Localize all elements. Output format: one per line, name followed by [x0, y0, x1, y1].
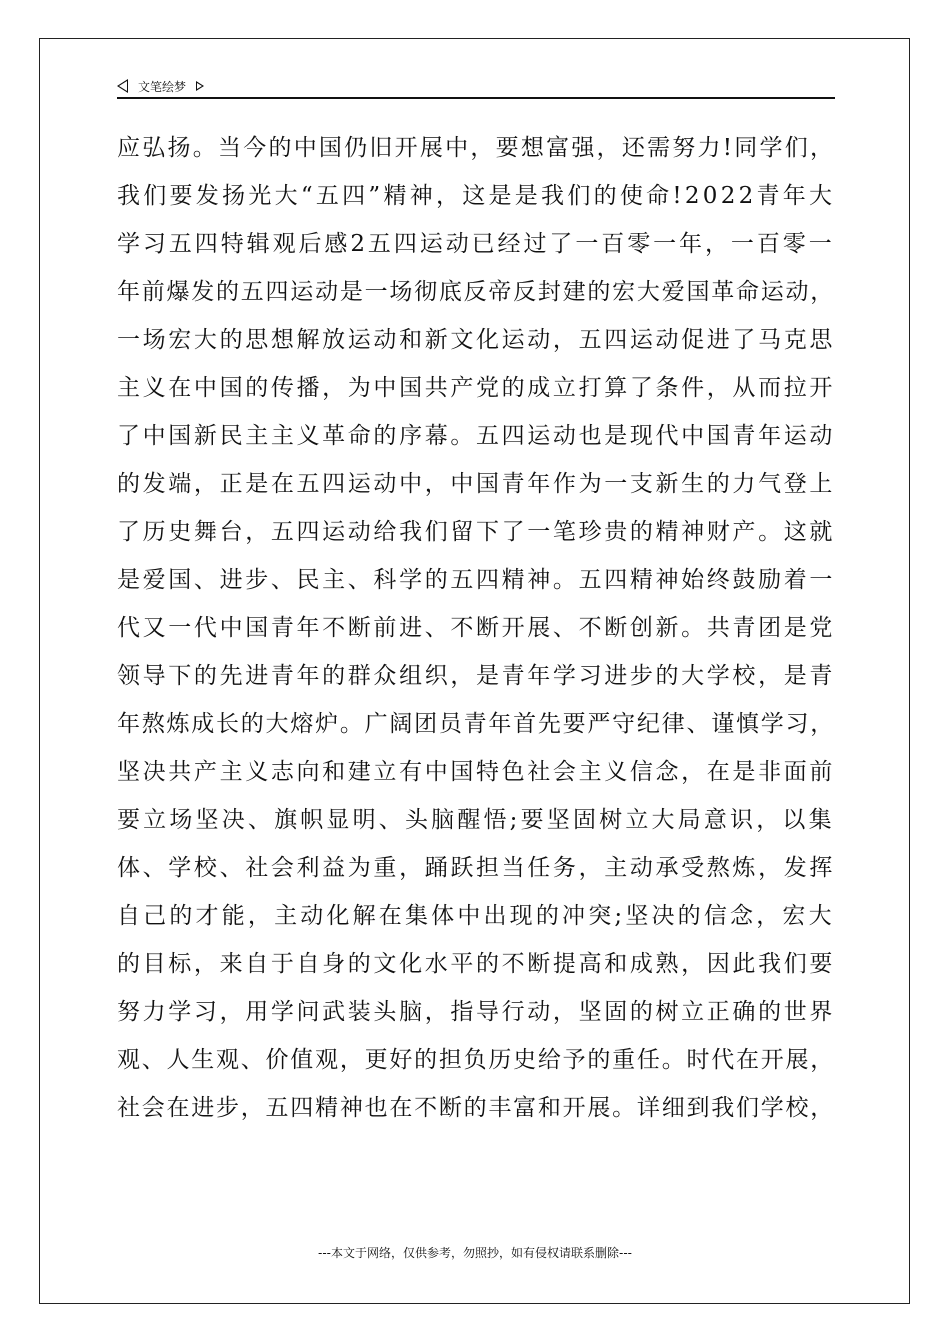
text-line: 年前爆发的五四运动是一场彻底反帝反封建的宏大爱国革命运动，: [117, 279, 835, 305]
text-line: 体、学校、社会利益为重，踊跃担当任务，主动承受熬炼，发挥: [117, 855, 835, 881]
text-line: 领导下的先进青年的群众组织，是青年学习进步的大学校，是青: [117, 663, 835, 689]
triangle-right-icon: [196, 81, 204, 91]
text-line: 的目标，来自于自身的文化水平的不断提高和成熟，因此我们要: [117, 951, 835, 977]
page-footer: ---本文于网络，仅供参考，勿照抄，如有侵权请联系删除---: [318, 1246, 632, 1260]
text-line: 了历史舞台，五四运动给我们留下了一笔珍贵的精神财产。这就: [117, 519, 835, 545]
text-line: 努力学习，用学问武装头脑，指导行动，坚固的树立正确的世界: [117, 999, 835, 1025]
text-line: 社会在进步，五四精神也在不断的丰富和开展。详细到我们学校，: [117, 1095, 835, 1121]
text-line: 我们要发扬光大“五四”精神，这是是我们的使命!2022青年大: [117, 183, 835, 209]
text-line: 是爱国、进步、民主、科学的五四精神。五四精神始终鼓励着一: [117, 567, 835, 593]
text-line: 学习五四特辑观后感2五四运动已经过了一百零一年，一百零一: [117, 231, 835, 257]
text-line: 了中国新民主主义革命的序幕。五四运动也是现代中国青年运动: [117, 423, 835, 449]
text-line: 年熬炼成长的大熔炉。广阔团员青年首先要严守纪律、谨慎学习，: [117, 711, 835, 737]
text-line: 要立场坚决、旗帜显明、头脑醒悟;要坚固树立大局意识，以集: [117, 807, 835, 833]
text-line: 一场宏大的思想解放运动和新文化运动，五四运动促进了马克思: [117, 327, 835, 353]
header-divider: [117, 97, 835, 99]
text-line: 观、人生观、价值观，更好的担负历史给予的重任。时代在开展，: [117, 1047, 835, 1073]
text-line: 主义在中国的传播，为中国共产党的成立打算了条件，从而拉开: [117, 375, 835, 401]
text-line: 的发端，正是在五四运动中，中国青年作为一支新生的力气登上: [117, 471, 835, 497]
triangle-left-icon: [117, 79, 128, 93]
page-header: [117, 74, 835, 98]
body-text: [117, 124, 835, 1132]
text-line: 坚决共产主义志向和建立有中国特色社会主义信念，在是非面前: [117, 759, 835, 785]
text-line: 自己的才能，主动化解在集体中出现的冲突;坚决的信念，宏大: [117, 903, 835, 929]
text-line: 应弘扬。当今的中国仍旧开展中，要想富强，还需努力!同学们，: [117, 135, 835, 161]
text-line: 代又一代中国青年不断前进、不断开展、不断创新。共青团是党: [117, 615, 835, 641]
header-title: 文笔绘梦: [138, 79, 187, 94]
